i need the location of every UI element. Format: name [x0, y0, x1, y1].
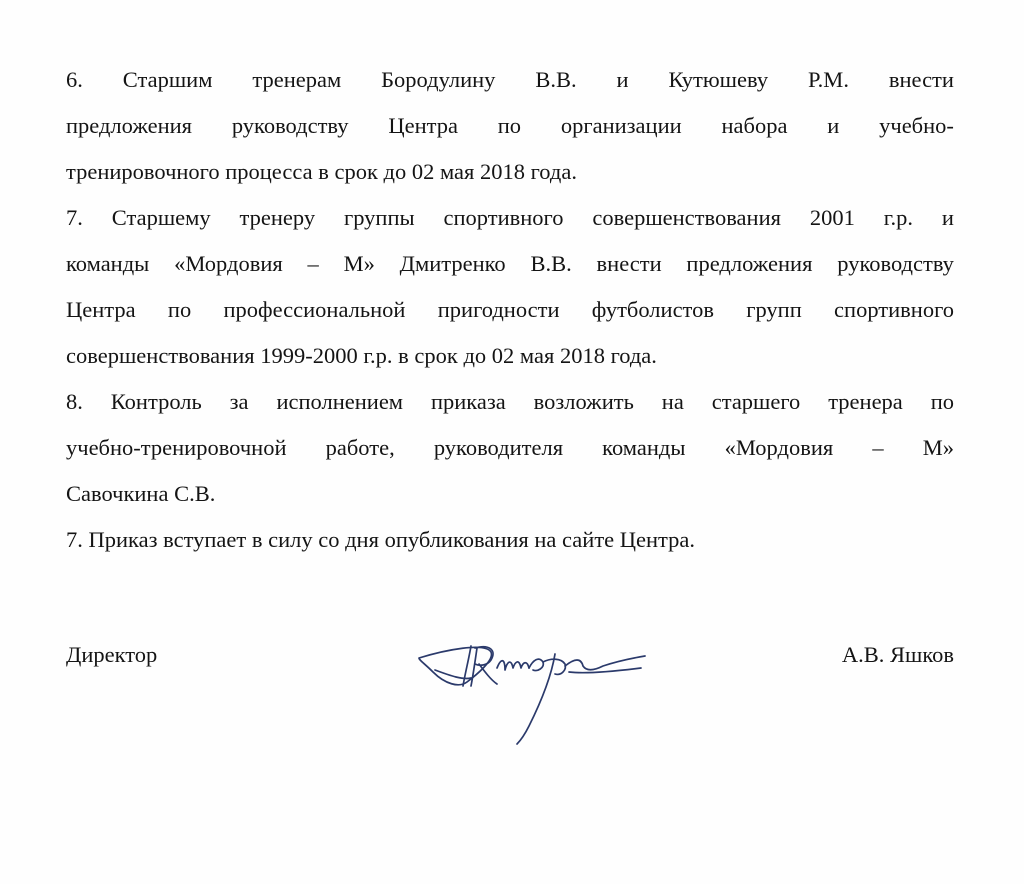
text-line: 8. Контроль за исполнением приказа возложить на старшего тренера по: [66, 389, 954, 414]
text-line: тренировочного процесса в срок до 02 мая 2018 года.: [66, 159, 577, 184]
text-line: команды «Мордовия – М» Дмитренко В.В. внести предложения руководству: [66, 251, 954, 276]
signatory-title: Директор: [66, 642, 158, 667]
text-line: совершенствования 1999-2000 г.р. в срок до 02 мая 2018 года.: [66, 343, 657, 368]
text-line: Центра по профессиональной пригодности футболистов групп спортивного: [66, 297, 954, 322]
signatory-name: А.В. Яшков: [841, 642, 954, 667]
text-line: Савочкина С.В.: [66, 481, 216, 506]
list-item-6: [66, 57, 954, 195]
list-item-8: [66, 379, 954, 517]
text-line: предложения руководству Центра по организации набора и учебно-: [66, 113, 954, 138]
text-line: 7. Старшему тренеру группы спортивного совершенствования 2001 г.р. и: [66, 205, 954, 230]
signature-image: [405, 628, 655, 753]
text-line: 7. Приказ вступает в силу со дня опубликования на сайте Центра.: [66, 527, 696, 552]
document-body: [66, 57, 954, 563]
text-line: 6. Старшим тренерам Бородулину В.В. и Кутюшеву Р.М. внести: [66, 67, 954, 92]
list-item-7: [66, 195, 954, 379]
handwritten-signature: [405, 628, 655, 753]
text-line: учебно-тренировочной работе, руководителя команды «Мордовия – М»: [66, 435, 954, 460]
list-item-final: [66, 517, 954, 563]
